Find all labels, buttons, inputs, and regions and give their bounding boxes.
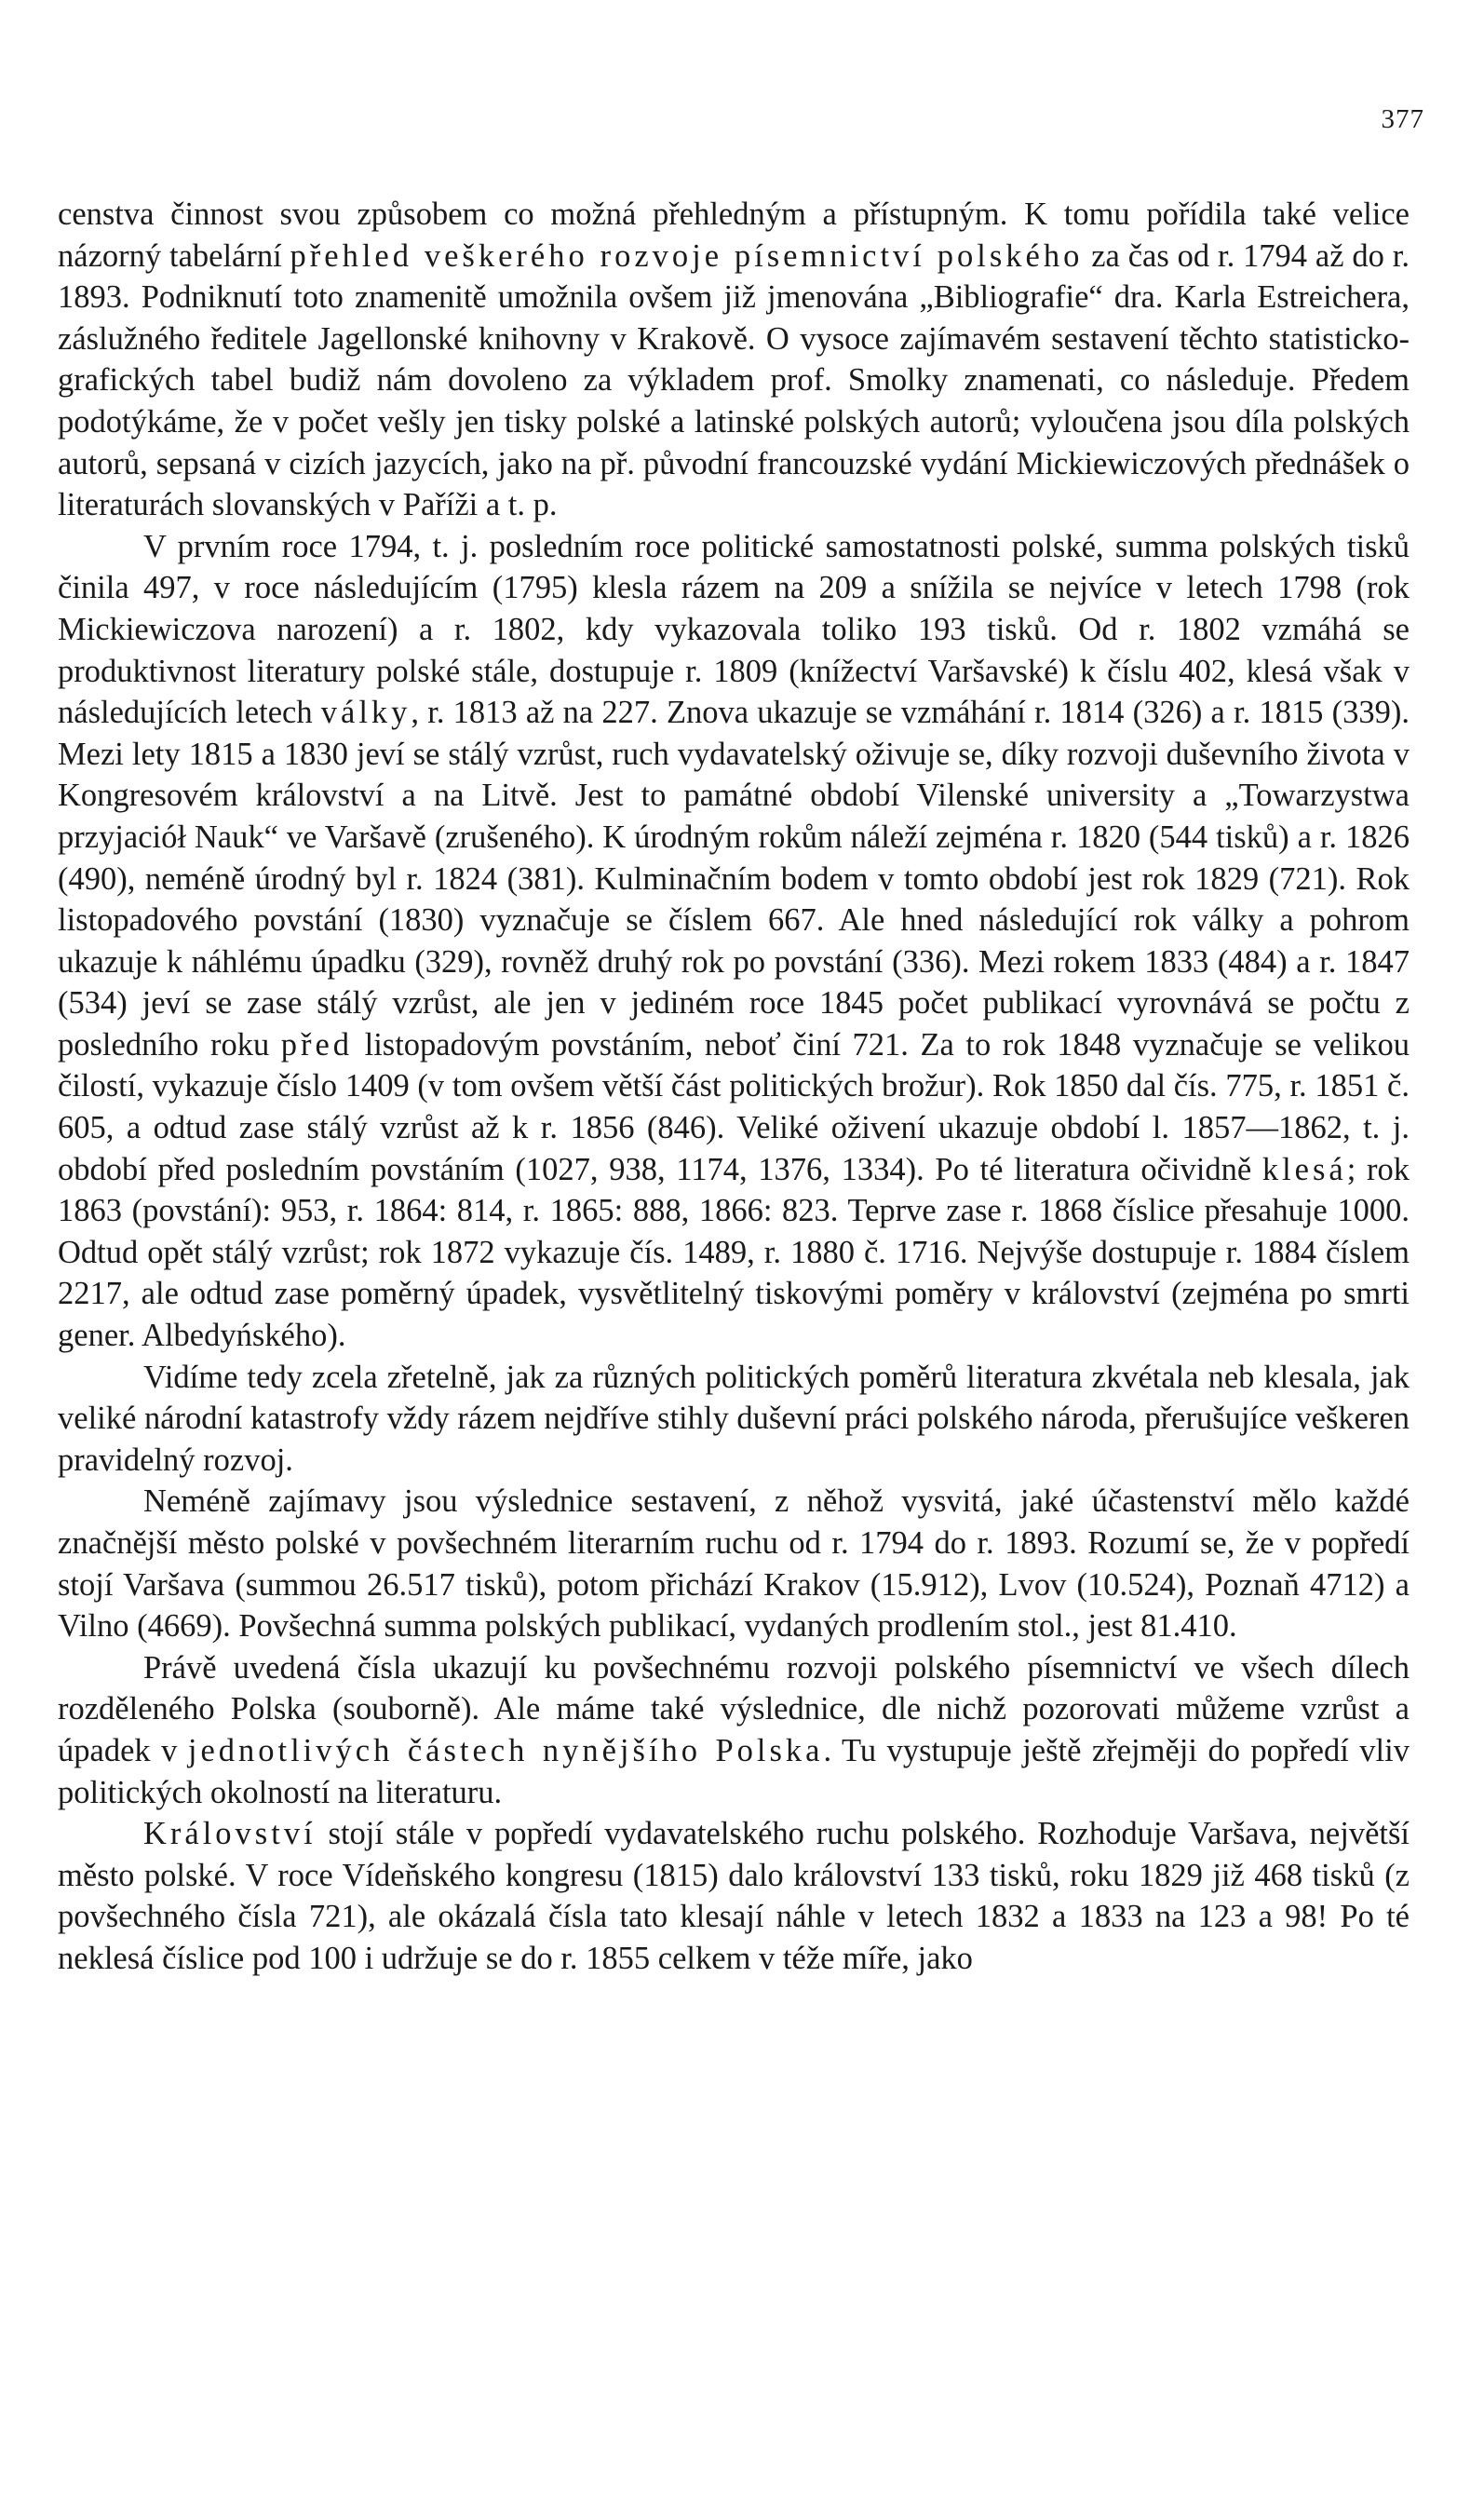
- text-run: . Tu vystupuje ještě zřejměji do popředí vliv politických okolností na literaturu.: [58, 1732, 1410, 1810]
- text-run: ; rok 1863 (povstání): 953, r. 1864: 814, r. 1865: 888, 1866: 823. Teprve zase r. 1868 číslice přesahuje 1000. Odtud opět stálý vzrůst; rok 1872 vykazuje čís. 1489, r. 1880 č. 1716. Nejvýše dostupuje r. 1884 číslem 2217, ale odtud zase poměrný úpadek, vysvětlitelný tiskovými poměry v království (zejména po smrti gener. Albedyńského).: [58, 1151, 1410, 1354]
- text-run: censtva činnost svou způsobem co možná přehledným a přístupným. K tomu pořídila také velice názorný tabelární: [58, 196, 1410, 274]
- emphasized-text: přehled veškerého rozvoje písemnictví polského: [290, 237, 1084, 274]
- paragraph: [58, 194, 1410, 526]
- emphasized-text: před: [280, 1026, 354, 1063]
- emphasized-text: války: [320, 695, 411, 731]
- text-run: stojí stále v popředí vydavatelského ruchu polského. Rozhoduje Varšava, největší město polské. V roce Vídeňského kongresu (1815) dalo království 133 tisků, roku 1829 již 468 tisků (z povšechného čísla 721), ale okázalá čísla tato klesají náhle v letech 1832 a 1833 na 123 a 98! Po té neklesá číslice pod 100 i udržuje se do r. 1855 celkem v téže míře, jako: [58, 1816, 1410, 1976]
- emphasized-text: klesá: [1261, 1151, 1347, 1187]
- paragraph: [58, 1647, 1410, 1813]
- text-run: V prvním roce 1794, t. j. posledním roce politické samostatnosti polské, summa polských tisků činila 497, v roce následujícím (1795) klesla rázem na 209 a snížila se nejvíce v letech 1798 (rok Mickiewiczova narození) a r. 1802, kdy vykazovala toliko 193 tisků. Od r. 1802 vzmáhá se produktivnost literatury polské stále, dostupuje r. 1809 (knížectví Varšavské) k číslu 402, klesá však v následujících letech: [58, 528, 1410, 731]
- text-run: Vidíme tedy zcela zřetelně, jak za různých politických poměrů literatura zkvétala neb klesala, jak veliké národní katastrofy vždy rázem nejdříve stihly duševní práci polského národa, přerušujíce veškeren pravidelný rozvoj.: [58, 1359, 1410, 1478]
- page-number: 377: [1381, 104, 1424, 134]
- paragraph: [58, 1481, 1410, 1646]
- text-run: za čas od r. 1794 až do r. 1893. Podniknutí toto znamenitě umožnila ovšem již jmenována „Bibliografie“ dra. Karla Estreichera, záslužného ředitele Jagellonské knihovny v Krakově. O vysoce zajímavém sestavení těchto statisticko-grafických tabel budiž nám dovoleno za výkladem prof. Smolky znamenati, co následuje. Předem podotýkáme, že v počet vešly jen tisky polské a latinské polských autorů; vyloučena jsou díla polských autorů, sepsaná v cizích jazycích, jako na př. původní francouzské vydání Mickiewiczových přednášek o literaturách slovanských v Paříži a t. p.: [58, 237, 1410, 523]
- emphasized-text: Království: [143, 1816, 317, 1852]
- text-run: , r. 1813 až na 227. Znova ukazuje se vzmáhání r. 1814 (326) a r. 1815 (339). Mezi lety 1815 a 1830 jeví se stálý vzrůst, ruch vydavatelský oživuje se, díky rozvoji duševního života v Kongresovém království a na Litvě. Jest to památné období Vilenské university a „Towarzystwa przyjaciół Nauk“ ve Varšavě (zrušeného). K úrodným rokům náleží zejména r. 1820 (544 tisků) a r. 1826 (490), neméně úrodný byl r. 1824 (381). Kulminačním bodem v tomto období jest rok 1829 (721). Rok listopadového povstání (1830) vyznačuje se číslem 667. Ale hned následující rok války a pohrom ukazuje k náhlému úpadku (329), rovněž druhý rok po povstání (336). Mezi rokem 1833 (484) a r. 1847 (534) jeví se zase stálý vzrůst, ale jen v jediném roce 1845 počet publikací vyrovnává se počtu z posledního roku: [58, 695, 1410, 1063]
- text-run: listopadovým povstáním, neboť činí 721. Za to rok 1848 vyznačuje se velikou čilostí, vykazuje číslo 1409 (v tom ovšem větší část politických brožur). Rok 1850 dal čís. 775, r. 1851 č. 605, a odtud zase stálý vzrůst až k r. 1856 (846). Veliké oživení ukazuje období l. 1857—1862, t. j. období před posledním povstáním (1027, 938, 1174, 1376, 1334). Po té literatura očividně: [58, 1026, 1410, 1187]
- text-run: Neméně zajímavy jsou výslednice sestavení, z něhož vysvitá, jaké účastenství mělo každé značnější město polské v povšechném literarním ruchu od r. 1794 do r. 1893. Rozumí se, že v popředí stojí Varšava (summou 26.517 tisků), potom přichází Krakov (15.912), Lvov (10.524), Poznaň 4712) a Vilno (4669). Povšechná summa polských publikací, vydaných prodlením stol., jest 81.410.: [58, 1483, 1410, 1645]
- paragraph: [58, 1357, 1410, 1482]
- paragraph: [58, 526, 1410, 1357]
- body-text: [58, 194, 1410, 1980]
- text-run: Právě uvedená čísla ukazují ku povšechnému rozvoji polského písemnictví ve všech dílech rozděleného Polska (souborně). Ale máme také výslednice, dle nichž pozorovati můžeme vzrůst a úpadek v: [58, 1649, 1410, 1768]
- emphasized-text: jednotlivých částech nynějšího Polska: [187, 1732, 824, 1768]
- paragraph: [58, 1813, 1410, 1979]
